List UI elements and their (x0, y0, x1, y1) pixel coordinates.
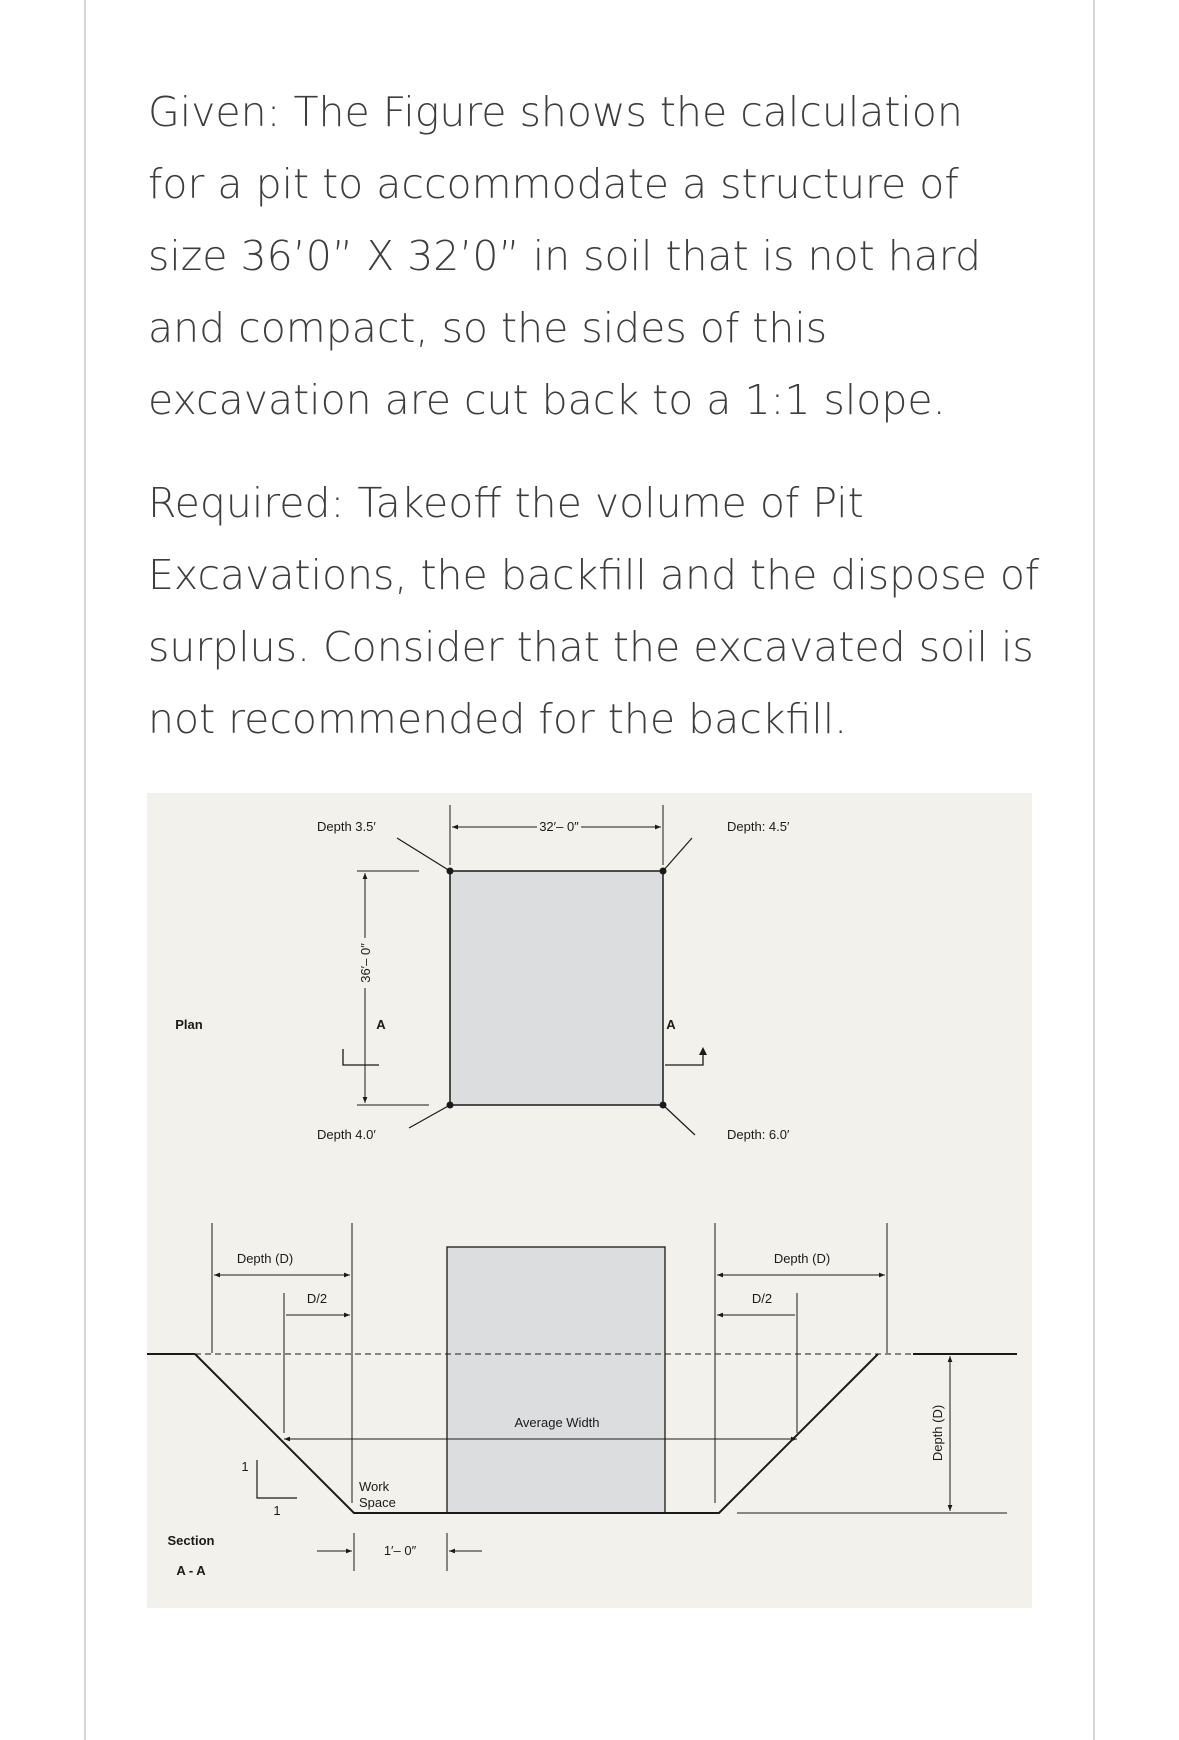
given-line: for a pit to accommodate a structure of (148, 160, 959, 208)
depth-d-vertical-label: Depth (D) (930, 1404, 945, 1462)
required-line: surplus. Consider that the excavated soil is (148, 623, 1034, 671)
section-mark-left: A (376, 1017, 386, 1032)
section-label: Section (167, 1533, 215, 1548)
one-foot-label: 1′– 0″ (383, 1543, 417, 1558)
depth-bottom-right: Depth: 6.0′ (727, 1127, 790, 1142)
length-dim-label: 36′– 0″ (358, 943, 373, 983)
plan-label: Plan (175, 1017, 203, 1032)
half-d-left: D/2 (306, 1291, 328, 1306)
pit-excavation-figure (147, 793, 1032, 1608)
section-sublabel: A - A (176, 1563, 206, 1578)
leader-line (663, 838, 692, 871)
required-line: Required: Takeoff the volume of Pit (148, 479, 864, 527)
depth-d-left: Depth (D) (236, 1251, 294, 1266)
right-divider (1093, 0, 1095, 1740)
slope-indicator (257, 1460, 297, 1498)
work-space-line2: Space (359, 1495, 396, 1510)
figure-svg (147, 793, 1032, 1608)
given-line: excavation are cut back to a 1:1 slope. (148, 376, 946, 424)
average-width-label: Average Width (514, 1415, 600, 1430)
work-space-line1: Work (359, 1479, 390, 1494)
half-d-right: D/2 (751, 1291, 773, 1306)
leader-line (409, 1105, 450, 1128)
depth-top-right: Depth: 4.5′ (727, 819, 790, 834)
given-paragraph (148, 76, 1048, 436)
required-line: not recommended for the backfill. (148, 695, 848, 743)
given-line: and compact, so the sides of this (148, 304, 828, 352)
required-line: Excavations, the backfill and the dispose of (148, 551, 1040, 599)
depth-d-right: Depth (D) (773, 1251, 831, 1266)
given-line: Given: The Figure shows the calculation (148, 88, 963, 136)
depth-bottom-left: Depth 4.0′ (317, 1127, 376, 1142)
plan-structure (450, 871, 663, 1105)
section-mark-right: A (666, 1017, 676, 1032)
section-arrow (699, 1047, 707, 1055)
given-line: size 36’0” X 32’0” in soil that is not hard (148, 232, 981, 280)
width-dim-label: 32′– 0″ (539, 819, 579, 834)
slope-run: 1 (273, 1503, 281, 1518)
leader-line (397, 838, 450, 871)
slope-rise: 1 (241, 1459, 249, 1474)
section-cut-left (343, 1049, 379, 1065)
leader-line (663, 1105, 695, 1135)
section-cut-right (665, 1051, 703, 1065)
section-structure (447, 1247, 665, 1513)
depth-top-left: Depth 3.5′ (317, 819, 376, 834)
left-divider (84, 0, 86, 1740)
required-paragraph (148, 467, 1048, 755)
